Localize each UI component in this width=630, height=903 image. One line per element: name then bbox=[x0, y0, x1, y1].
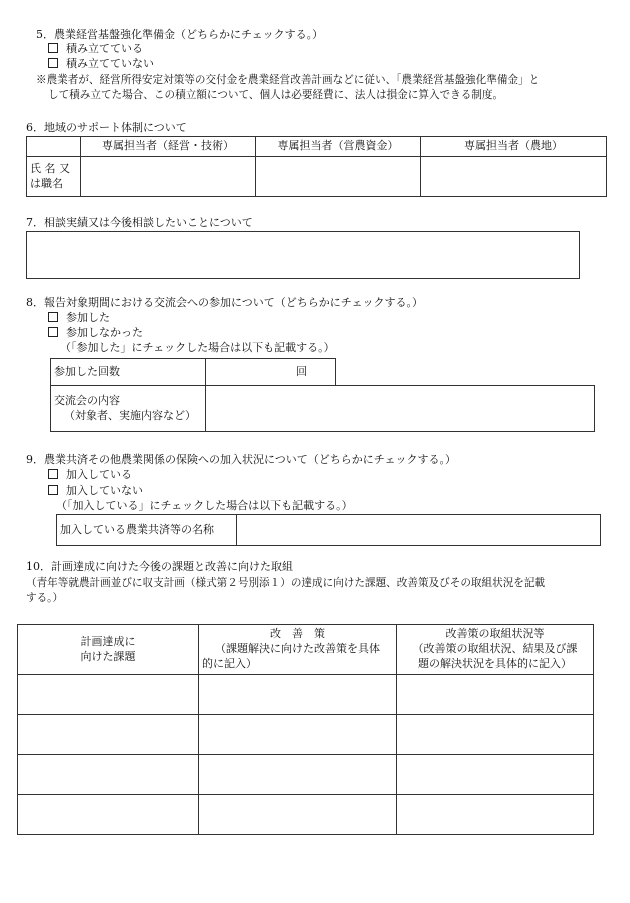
checkbox[interactable] bbox=[48, 58, 58, 68]
s8-condition: （「参加した」にチェックした場合は以下も記載する。） bbox=[60, 341, 335, 354]
section5-title: 5．農業経営基盤強化準備金（どちらかにチェックする。） bbox=[36, 28, 324, 41]
s5-option-accumulating[interactable]: 積み立てている bbox=[48, 42, 143, 57]
s9-option-enrolled[interactable]: 加入している bbox=[48, 468, 132, 483]
s5-note-line1: ※農業者が、経営所得安定対策等の交付金を農業経営改善計画などに従い、「農業経営基盤強化準備金」と bbox=[36, 74, 540, 86]
s8-option-participated[interactable]: 参加した bbox=[48, 311, 110, 326]
col-header: 専属担当者（経営・技術） bbox=[81, 137, 256, 157]
col-header-measures: 改 善 策 （課題解決に向けた改善策を具体 的に記入） bbox=[199, 625, 397, 675]
s8-option-not-participated[interactable]: 参加しなかった bbox=[48, 326, 143, 341]
insurance-name-input[interactable] bbox=[237, 515, 601, 546]
table-cell[interactable] bbox=[397, 675, 594, 715]
section8-title: 8．報告対象期間における交流会への参加について（どちらかにチェックする。） bbox=[26, 296, 423, 309]
checkbox[interactable] bbox=[48, 469, 58, 479]
section6-title: 6．地域のサポート体制について bbox=[26, 121, 187, 134]
checkbox[interactable] bbox=[48, 485, 58, 495]
table-cell[interactable] bbox=[18, 795, 199, 835]
s5-option-not-accumulating[interactable]: 積み立てていない bbox=[48, 57, 154, 72]
issues-table bbox=[17, 624, 594, 835]
input-cell[interactable] bbox=[256, 157, 421, 197]
input-cell[interactable] bbox=[81, 157, 256, 197]
s9-condition: （「加入している」にチェックした場合は以下も記載する。） bbox=[56, 499, 353, 512]
content-input[interactable] bbox=[206, 386, 595, 432]
checkbox[interactable] bbox=[48, 43, 58, 53]
table-cell[interactable] bbox=[199, 715, 397, 755]
consultation-input[interactable] bbox=[26, 231, 580, 279]
content-label: 交流会の内容 （対象者、実施内容など） bbox=[51, 386, 206, 432]
table-cell[interactable] bbox=[199, 755, 397, 795]
s10-desc-line2: する。） bbox=[26, 592, 64, 604]
exchange-table bbox=[50, 358, 595, 432]
section7-title: 7．相談実績又は今後相談したいことについて bbox=[26, 216, 253, 229]
s10-desc-line1: （青年等就農計画並びに収支計画（様式第２号別添１）の達成に向けた課題、改善策及びその取組状況を記載 bbox=[26, 577, 546, 589]
col-header-issues: 計画達成に 向けた課題 bbox=[18, 625, 199, 675]
section9-title: 9．農業共済その他農業関係の保険への加入状況について（どちらかにチェックする。） bbox=[26, 453, 456, 466]
insurance-name-label: 加入している農業共済等の名称 bbox=[57, 515, 237, 546]
table-cell[interactable] bbox=[397, 715, 594, 755]
col-header-status: 改善策の取組状況等 （改善策の取組状況、結果及び課 題の解決状況を具体的に記入） bbox=[397, 625, 594, 675]
section10-title: 10．計画達成に向けた今後の課題と改善に向けた取組 bbox=[26, 560, 293, 573]
s5-note-line2: して積み立てた場合、この積立額について、個人は必要経費に、法人は損金に算入できる制度。 bbox=[48, 89, 504, 101]
table-cell[interactable] bbox=[397, 755, 594, 795]
table-cell[interactable] bbox=[199, 795, 397, 835]
col-header: 専属担当者（農地） bbox=[421, 137, 607, 157]
checkbox[interactable] bbox=[48, 312, 58, 322]
table-cell[interactable] bbox=[397, 795, 594, 835]
table-cell[interactable] bbox=[18, 715, 199, 755]
col-header: 専属担当者（営農資金） bbox=[256, 137, 421, 157]
s9-option-not-enrolled[interactable]: 加入していない bbox=[48, 484, 143, 499]
support-table bbox=[26, 136, 607, 197]
table-cell[interactable] bbox=[199, 675, 397, 715]
table-cell[interactable] bbox=[18, 755, 199, 795]
row-label: 氏 名 又 は職名 bbox=[27, 157, 81, 197]
checkbox[interactable] bbox=[48, 327, 58, 337]
table-cell[interactable] bbox=[18, 675, 199, 715]
insurance-table bbox=[56, 514, 601, 546]
input-cell[interactable] bbox=[421, 157, 607, 197]
count-label: 参加した回数 bbox=[51, 359, 206, 386]
count-input[interactable]: 回 bbox=[206, 359, 336, 386]
